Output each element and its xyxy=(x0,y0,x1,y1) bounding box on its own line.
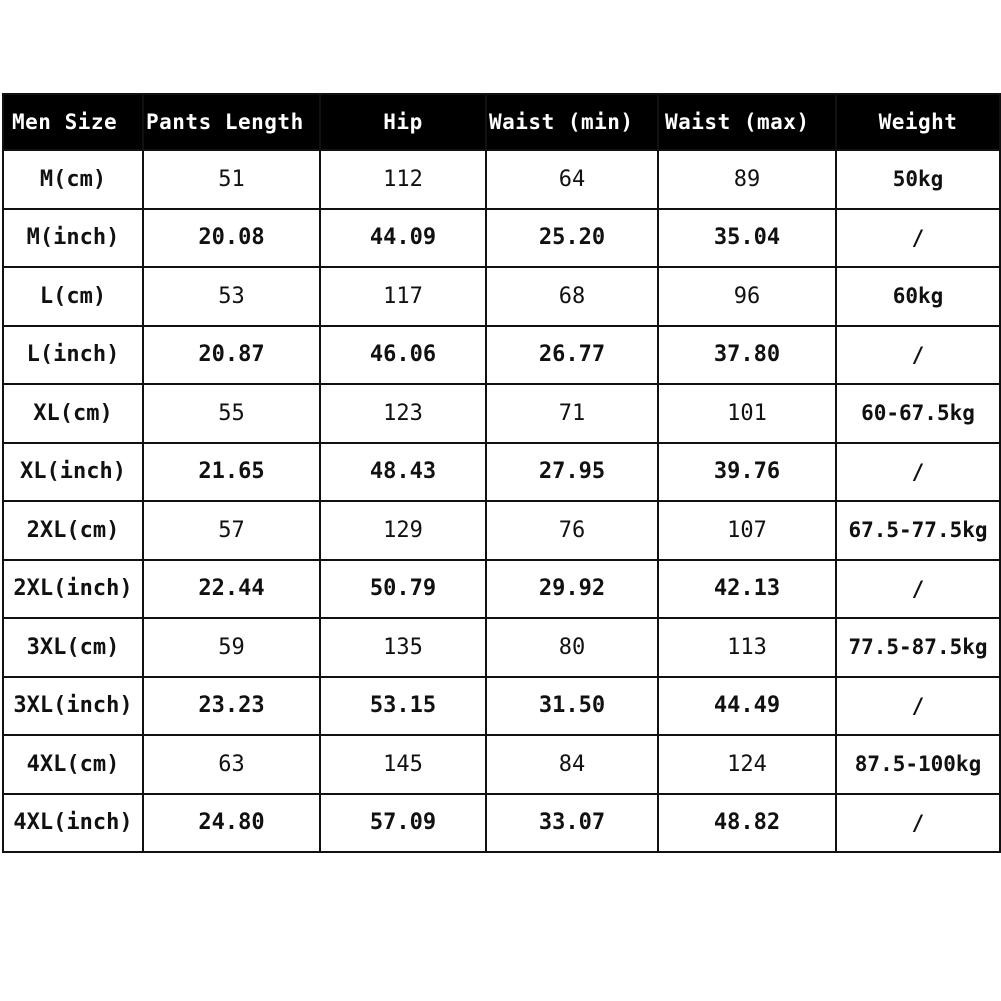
size-cell: 2XL(cm) xyxy=(3,501,143,560)
table-row xyxy=(3,677,1000,736)
weight-cell: / xyxy=(836,677,1000,736)
weight-cell: / xyxy=(836,560,1000,619)
size-cell: L(cm) xyxy=(3,267,143,326)
size-cell: 4XL(cm) xyxy=(3,735,143,794)
waist-max-cell: 113 xyxy=(658,618,836,677)
waist-max-cell: 42.13 xyxy=(658,560,836,619)
header-men-size: Men Size xyxy=(3,94,143,150)
weight-cell: 67.5-77.5kg xyxy=(836,501,1000,560)
header-row xyxy=(3,94,1000,150)
waist-max-cell: 44.49 xyxy=(658,677,836,736)
pants-length-cell: 23.23 xyxy=(143,677,320,736)
weight-cell: 50kg xyxy=(836,150,1000,209)
table-row xyxy=(3,150,1000,209)
table-header xyxy=(3,94,1000,150)
waist-min-cell: 25.20 xyxy=(486,209,658,268)
hip-cell: 53.15 xyxy=(320,677,486,736)
size-cell: XL(cm) xyxy=(3,384,143,443)
table-row xyxy=(3,735,1000,794)
size-cell: 4XL(inch) xyxy=(3,794,143,853)
pants-length-cell: 57 xyxy=(143,501,320,560)
waist-min-cell: 31.50 xyxy=(486,677,658,736)
table-body xyxy=(3,150,1000,852)
pants-length-cell: 63 xyxy=(143,735,320,794)
pants-length-cell: 21.65 xyxy=(143,443,320,502)
weight-cell: / xyxy=(836,443,1000,502)
header-pants-length: Pants Length xyxy=(143,94,320,150)
waist-min-cell: 76 xyxy=(486,501,658,560)
waist-max-cell: 37.80 xyxy=(658,326,836,385)
weight-cell: 60-67.5kg xyxy=(836,384,1000,443)
size-cell: 3XL(cm) xyxy=(3,618,143,677)
pants-length-cell: 22.44 xyxy=(143,560,320,619)
hip-cell: 112 xyxy=(320,150,486,209)
table-row xyxy=(3,267,1000,326)
waist-max-cell: 96 xyxy=(658,267,836,326)
hip-cell: 129 xyxy=(320,501,486,560)
waist-min-cell: 33.07 xyxy=(486,794,658,853)
size-cell: L(inch) xyxy=(3,326,143,385)
pants-length-cell: 53 xyxy=(143,267,320,326)
table-row xyxy=(3,326,1000,385)
waist-min-cell: 84 xyxy=(486,735,658,794)
waist-min-cell: 68 xyxy=(486,267,658,326)
table-row xyxy=(3,443,1000,502)
weight-cell: 77.5-87.5kg xyxy=(836,618,1000,677)
weight-cell: / xyxy=(836,209,1000,268)
table-row xyxy=(3,209,1000,268)
waist-min-cell: 64 xyxy=(486,150,658,209)
waist-max-cell: 124 xyxy=(658,735,836,794)
waist-max-cell: 89 xyxy=(658,150,836,209)
table-row xyxy=(3,794,1000,853)
size-cell: 2XL(inch) xyxy=(3,560,143,619)
header-waist-min: Waist (min) xyxy=(486,94,658,150)
pants-length-cell: 55 xyxy=(143,384,320,443)
hip-cell: 123 xyxy=(320,384,486,443)
pants-length-cell: 24.80 xyxy=(143,794,320,853)
hip-cell: 135 xyxy=(320,618,486,677)
pants-length-cell: 20.08 xyxy=(143,209,320,268)
waist-min-cell: 29.92 xyxy=(486,560,658,619)
header-hip: Hip xyxy=(320,94,486,150)
pants-length-cell: 20.87 xyxy=(143,326,320,385)
pants-length-cell: 51 xyxy=(143,150,320,209)
waist-min-cell: 80 xyxy=(486,618,658,677)
hip-cell: 145 xyxy=(320,735,486,794)
table-row xyxy=(3,618,1000,677)
hip-cell: 46.06 xyxy=(320,326,486,385)
size-cell: XL(inch) xyxy=(3,443,143,502)
waist-max-cell: 107 xyxy=(658,501,836,560)
weight-cell: / xyxy=(836,794,1000,853)
size-cell: M(inch) xyxy=(3,209,143,268)
header-weight: Weight xyxy=(836,94,1000,150)
weight-cell: / xyxy=(836,326,1000,385)
waist-min-cell: 26.77 xyxy=(486,326,658,385)
size-chart-table xyxy=(2,93,1001,853)
waist-max-cell: 48.82 xyxy=(658,794,836,853)
waist-max-cell: 35.04 xyxy=(658,209,836,268)
header-waist-max: Waist (max) xyxy=(658,94,836,150)
size-cell: 3XL(inch) xyxy=(3,677,143,736)
table-row xyxy=(3,560,1000,619)
size-cell: M(cm) xyxy=(3,150,143,209)
weight-cell: 60kg xyxy=(836,267,1000,326)
hip-cell: 57.09 xyxy=(320,794,486,853)
table-row xyxy=(3,384,1000,443)
hip-cell: 48.43 xyxy=(320,443,486,502)
waist-min-cell: 71 xyxy=(486,384,658,443)
weight-cell: 87.5-100kg xyxy=(836,735,1000,794)
pants-length-cell: 59 xyxy=(143,618,320,677)
hip-cell: 44.09 xyxy=(320,209,486,268)
hip-cell: 50.79 xyxy=(320,560,486,619)
waist-max-cell: 101 xyxy=(658,384,836,443)
waist-max-cell: 39.76 xyxy=(658,443,836,502)
waist-min-cell: 27.95 xyxy=(486,443,658,502)
hip-cell: 117 xyxy=(320,267,486,326)
table-row xyxy=(3,501,1000,560)
